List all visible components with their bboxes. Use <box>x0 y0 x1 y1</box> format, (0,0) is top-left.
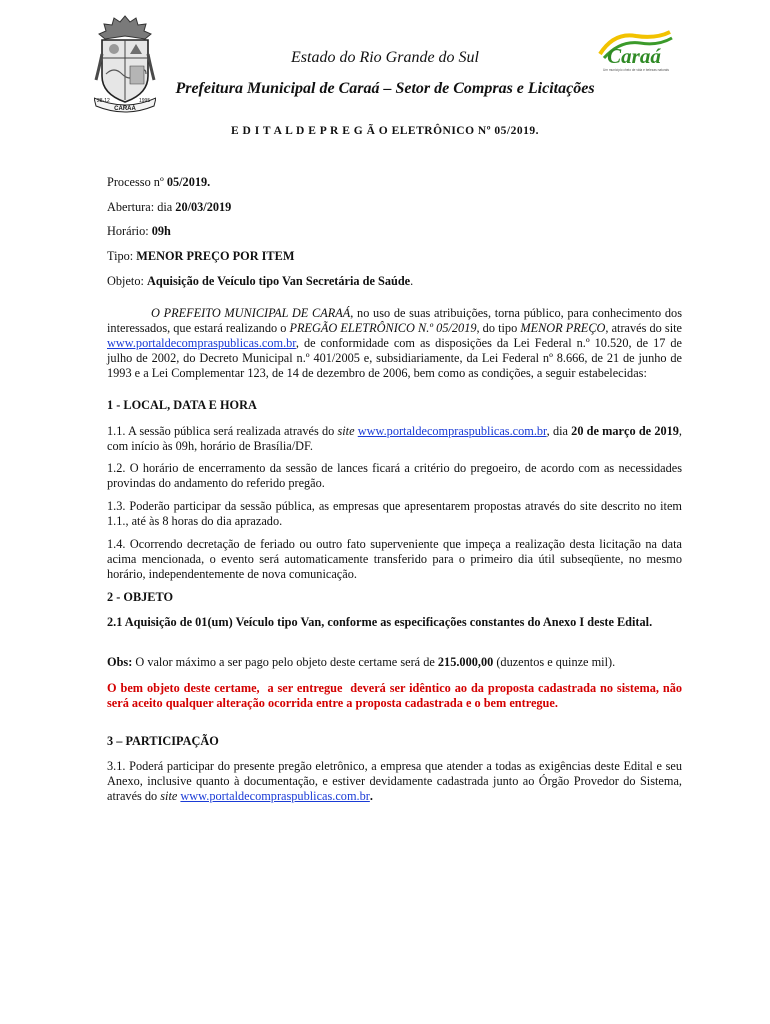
section1-heading: 1 - LOCAL, DATA E HORA <box>107 398 257 412</box>
section3-heading: 3 – PARTICIPAÇÃO <box>107 734 219 748</box>
intro-paragraph: O PREFEITO MUNICIPAL DE CARAÁ, no uso de suas atribuições, torna público, para conhecimento dos interessados, que estará realizando o PREGÃO ELETRÔNICO N.º 05/2019, do tipo MENOR PREÇO, através do site www.portaldecompraspublicas.com.br, de conformidade com as disposições da Lei Federal n.º 10.520, de 17 de julho de 2002, do Decreto Municipal n.º 401/2005 e, subsidiariamente, da Lei Federal nº 8.666, de 21 de junho de 1993 e a Lei Complementar 123, de 14 de dezembro de 2006, bem como as condições, a seguir estabelecidas: <box>107 306 682 380</box>
abertura-line: Abertura: dia 20/03/2019 <box>107 200 232 214</box>
tipo-value: MENOR PREÇO POR ITEM <box>136 249 295 263</box>
tipo-line: Tipo: MENOR PREÇO POR ITEM <box>107 249 295 263</box>
edital-title: E D I T A L D E P R E G Ã O ELETRÔNICO Nº 05/2019. <box>231 125 539 137</box>
processo-line: Processo nº 05/2019. <box>107 175 211 189</box>
crest-year-right: 1995 <box>139 98 151 104</box>
warning-paragraph: O bem objeto deste certame, a ser entregue deverá ser idêntico ao da proposta cadastrada no sistema, não será aceito qualquer alteração ocorrida entre a proposta cadastrada e o bem entregue. <box>107 681 686 710</box>
item-1-1: 1.1. A sessão pública será realizada através do site www.portaldecompraspublicas.com.br, dia 20 de março de 2019, com início às 09h, horário de Brasília/DF. <box>107 424 682 453</box>
processo-value: 05/2019. <box>166 175 211 189</box>
logo-wordmark: Caraá <box>607 44 661 68</box>
portal-link-1-1[interactable]: www.portaldecompraspublicas.com.br <box>357 424 547 438</box>
logo-tagline: Um município cheio de vida e belezas naturais <box>603 68 669 72</box>
obs-value: 215.000,00 <box>437 655 494 669</box>
item-2-1: 2.1 Aquisição de 01(um) Veículo tipo Van, conforme as especificações constantes do Anexo I deste Edital. <box>107 615 653 629</box>
state-name: Estado do Rio Grande do Sul <box>291 49 479 66</box>
abertura-value: 20/03/2019 <box>175 200 232 214</box>
crest-year-left: 28·12 <box>97 98 110 104</box>
objeto-value: Aquisição de Veículo tipo Van Secretária de Saúde <box>146 274 411 288</box>
section2-heading: 2 - OBJETO <box>107 590 174 604</box>
portal-link[interactable]: www.portaldecompraspublicas.com.br <box>107 336 296 350</box>
item-1-4: 1.4. Ocorrendo decretação de feriado ou outro fato superveniente que impeça a realização desta licitação na data acima mencionada, o evento será automaticamente transferido para o primeiro dia útil subseqüente, no mesmo horário, independentemente de nova comunicação. <box>107 537 682 581</box>
office-name: Prefeitura Municipal de Caraá – Setor de Compras e Licitações <box>175 80 595 97</box>
item-3-1: 3.1. Poderá participar do presente pregão eletrônico, a empresa que atender a todas as exigências deste Edital e seu Anexo, inclusive quanto à documentação, e estiver devidamente cadastrada junto ao Órgão Provedor do Sistema, através do site www.portaldecompraspublicas.com.br. <box>107 759 682 803</box>
obs-line: Obs: O valor máximo a ser pago pelo objeto deste certame será de 215.000,00 (duzentos e quinze mil). <box>107 655 616 669</box>
item-1-3: 1.3. Poderão participar da sessão pública, as empresas que apresentarem propostas através do site descrito no item 1.1., até às 8 horas do dia aprazado. <box>107 499 682 528</box>
portal-link-3-1[interactable]: www.portaldecompraspublicas.com.br <box>180 789 370 803</box>
objeto-line: Objeto: Aquisição de Veículo tipo Van Secretária de Saúde. <box>107 274 414 288</box>
horario-value: 09h <box>151 224 171 238</box>
item-1-2: 1.2. O horário de encerramento da sessão de lances ficará a critério do pregoeiro, de acordo com as necessidades provindas do andamento do referido pregão. <box>107 461 682 490</box>
horario-line: Horário: 09h <box>107 224 171 238</box>
crest-name: CARAÁ <box>114 106 136 112</box>
